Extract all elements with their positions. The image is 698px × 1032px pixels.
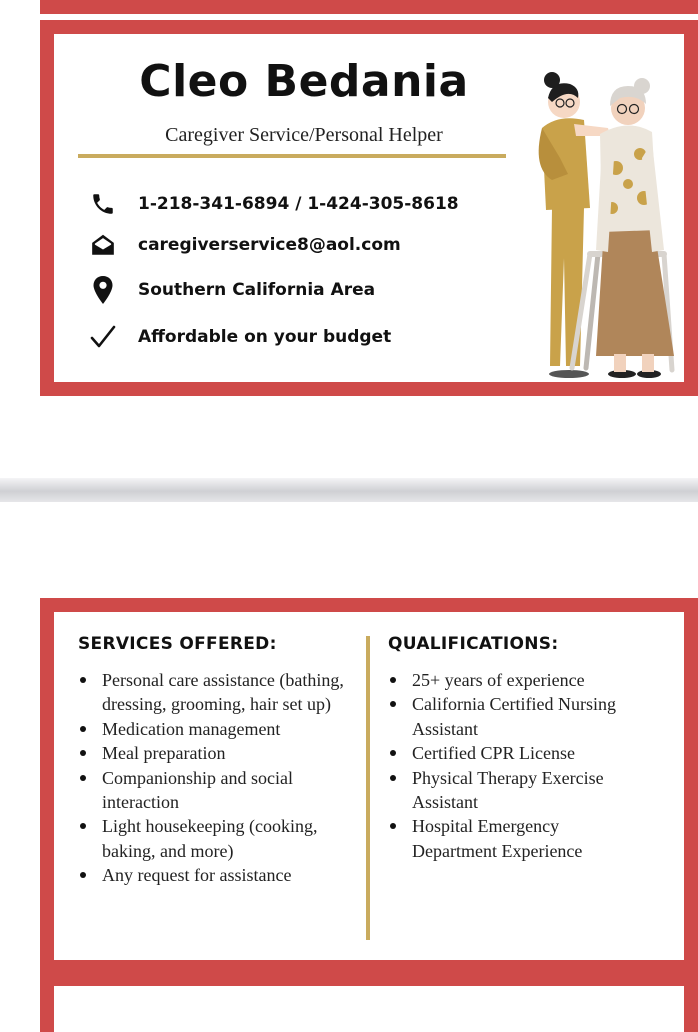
list-item: Any request for assistance [78,863,353,887]
services-title: SERVICES OFFERED: [78,634,277,654]
list-item: Medication management [78,717,353,741]
caregiver-illustration [524,58,684,378]
list-item: Personal care assistance (bathing, dressing, grooming, hair set up) [78,668,353,717]
budget-note: Affordable on your budget [138,327,392,347]
email-row [88,229,401,261]
list-item: Light housekeeping (cooking, baking, and more) [78,814,353,863]
list-item: Companionship and social interaction [78,766,353,815]
service-area: Southern California Area [138,280,376,300]
list-item: 25+ years of experience [388,668,648,692]
budget-row [88,321,391,353]
phone-icon [88,189,118,219]
list-item: Certified CPR License [388,741,648,765]
list-item: Physical Therapy Exercise Assistant [388,766,648,815]
qualifications-list [388,668,648,863]
qualifications-title: QUALIFICATIONS: [388,634,559,654]
card-top-sliver [40,0,698,14]
envelope-icon [88,230,118,260]
phone-row [88,188,459,220]
business-card-front [40,20,698,396]
caregiver-subtitle: Caregiver Service/Personal Helper [165,124,443,146]
gold-column-divider [366,636,370,940]
page-separator [0,478,698,502]
services-list [78,668,353,888]
gold-divider-line [78,154,506,158]
list-item: California Certified Nursing Assistant [388,692,648,741]
list-item: Meal preparation [78,741,353,765]
checkmark-icon [88,322,118,352]
location-row [88,274,375,306]
list-item: Hospital Emergency Department Experience [388,814,648,863]
location-pin-icon [88,275,118,305]
business-card-back [40,598,698,974]
phone-numbers: 1-218-341-6894 / 1-424-305-8618 [138,194,459,214]
email-address: caregiverservice8@aol.com [138,235,401,255]
caregiver-name: Cleo Bedania [139,56,469,107]
card-bottom-sliver [40,972,698,1032]
